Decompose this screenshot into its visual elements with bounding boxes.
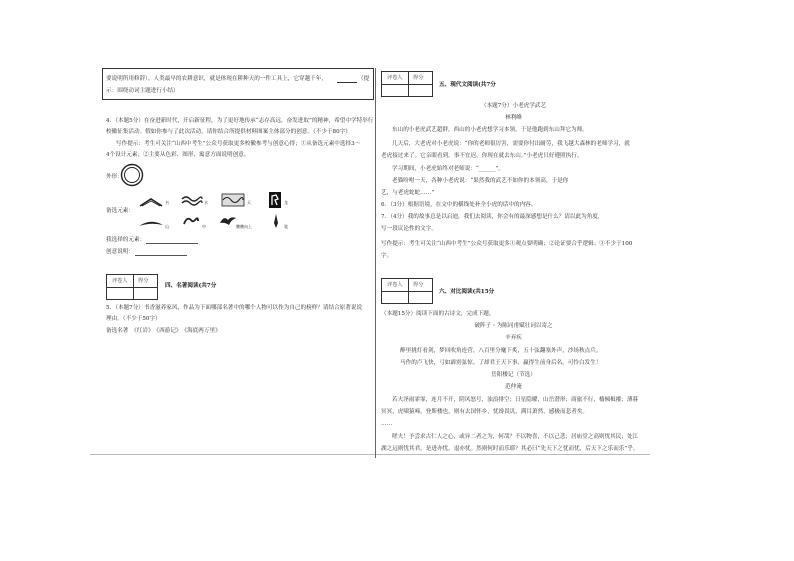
- box-text-line2: 示：围绕动词主题进行小结）: [106, 88, 179, 94]
- score-box-score-label: 得分: [413, 282, 424, 288]
- icon-label-water: 水: [204, 200, 208, 205]
- poem-line1: 醉里挑灯看剑，梦回吹角连营。八百里分麾下炙，五十弦翻塞外声，沙场秋点兵。: [400, 348, 602, 354]
- box-text-line1-end: （提: [358, 76, 370, 82]
- icon-label-dragon: 龙: [284, 200, 288, 205]
- q4-line4: 4个设计元素；②主要从色彩、图形、寓意方面说明创意。: [106, 152, 250, 158]
- icon-label-sky: 天: [247, 200, 251, 205]
- score-box-section5: [381, 71, 433, 97]
- q5-line2: 理由。（不少于50字）: [106, 316, 161, 322]
- q7-line2: 写一段议论性的文字。: [381, 226, 437, 232]
- box-blank[interactable]: [337, 77, 357, 83]
- circle-outline-icon: [120, 163, 144, 187]
- q7-line1: 7．（4分）我的故事总是以启迪，我们去阅读，你会有的最深感想是什么？请以此为角度，: [381, 214, 604, 220]
- sky-pattern-icon: [221, 193, 245, 207]
- creative-answer-line[interactable]: [135, 255, 187, 256]
- creative-label: 创意说明：: [106, 249, 134, 255]
- icon-label-mountain: 山: [165, 224, 169, 229]
- prose-title: 岳阳楼记（节选）: [491, 372, 536, 378]
- poem-line2: 马作的卢飞快，弓如霹雳弦惊。了却君王天下事，赢得生前身后名。可怜白发生！: [400, 360, 602, 366]
- water-icon: [181, 194, 203, 208]
- icon-label-eagle: 鹏鹏向上: [236, 224, 252, 229]
- article-p2a: 几天后，大老虎对小老虎说：“你的老师很厉害，需要你付出耐劳，我飞越大森林的老师学习，就: [392, 141, 630, 147]
- prose-ellipsis: ……: [381, 421, 393, 427]
- outline-label: 外形：: [106, 174, 123, 180]
- poem-author: 辛弃疾: [505, 335, 522, 341]
- prose-line3: 嗟夫！予尝求古仁人之心，或异二者之为，何哉？不以物喜，不以己悲；居庙堂之高则忧其民；处江: [392, 434, 639, 440]
- prose-author: 范仲淹: [505, 384, 522, 390]
- score-box-score-label: 得分: [413, 75, 424, 81]
- column-divider: [375, 68, 376, 458]
- score-box-grader-label: 评卷人: [387, 75, 403, 81]
- book-icon: [139, 196, 163, 208]
- score-box-grader-label: 评卷人: [387, 282, 403, 288]
- article-p4a: 老猫吩咐一天，各种小老虎说：“果然我的武艺不如你的本领高，于是你: [392, 178, 569, 184]
- q4-line3: 写作提示：考生可关注“山西中考生”公众号获取更多校徽参考与创意心得；①从备选元素中选择3～: [116, 141, 361, 147]
- score-box-grader-label: 评卷人: [112, 278, 128, 284]
- elements-label: 备选元素：: [106, 208, 134, 214]
- score-box-section4: [106, 274, 158, 300]
- article-p4b: 艺，与老虎蛇蛇……”: [381, 190, 435, 196]
- icon-label-middle: 中: [202, 224, 206, 229]
- article-p1: 东山的小老虎武艺超群，西山的小老虎想学习本领，于是他跑到东山拜它为师。: [392, 127, 588, 133]
- icon-label-pen: 笔: [284, 224, 288, 229]
- prose-line4: 湖之远则忧其君。是进亦忧，退亦忧。然则何时而乐耶？其必曰“先天下之忧而忧，后天下之乐而乐”乎。: [381, 446, 639, 452]
- q4-line1: 4．（本题5分）在奋进新时代，开启新征程，为了更好地传承“志存高远，奋发进取”的精神，希望中学特举行: [106, 118, 374, 124]
- dragon-emblem-icon: [268, 191, 282, 209]
- bottom-rule: [90, 454, 650, 455]
- q5-line1: 5．（本题7分）书香滋养家风，作品为下面哪部名著中的哪个人物可以作为自己的榜样？请结合原著说说: [106, 305, 363, 311]
- icon-label-book: 书: [165, 200, 169, 205]
- brush-pen-icon: [271, 213, 281, 229]
- choice-label: 我选择的元素：: [106, 237, 146, 243]
- score-box-section6: [381, 278, 433, 304]
- prose-line1: 若夫淫雨霏霏，连月不开，阴风怒号，浊浪排空；日星隐曜，山岳潜形；商旅不行，樯倾楫摧；薄暮: [392, 397, 639, 403]
- section6-title: 六、对比阅读(共15分: [439, 289, 495, 295]
- q5-options: 备选名著 《红岩》 《西游记》 《海底两万里》: [106, 328, 221, 334]
- score-box-score-label: 得分: [138, 278, 149, 284]
- article-heading: （本题7分）小老虎学武艺: [480, 103, 547, 109]
- q7-line4: 字。: [381, 253, 393, 259]
- q6-text: 6．（3分）根据语境，在文中的横线处补全小虎的话中的内容。: [381, 202, 537, 208]
- section6-intro: （本题15分）阅读下面的古诗文，完成下题。: [381, 311, 495, 317]
- choice-answer-line[interactable]: [146, 243, 198, 244]
- wave-middle-icon: [183, 214, 199, 228]
- article-p2b: 老虎接过来了。它亲眼看到，事不宜迟，你现在就去东山。”小老虎只好遵照执行。: [381, 153, 583, 159]
- article-author: 林利峰: [505, 115, 522, 121]
- q4-line2: 校徽征集活动。假如你参与了此次活动，请你结合所提供材料图案主体部分的创意。（不少于80字）: [106, 129, 351, 135]
- q7-line3: 写作提示：考生可关注“山西中考生”公众号获取更多①观点要明确；②论证要合乎逻辑；③不少于100: [381, 241, 633, 247]
- eagle-icon: [219, 214, 237, 228]
- prose-line2: 冥冥，虎啸猿啼。登斯楼也，则有去国怀乡，忧谗畏讥，满目萧然，感极而悲者矣。: [381, 409, 588, 415]
- poem-title: 破阵子・为陈同甫赋壮词以寄之: [474, 323, 553, 329]
- box-text-line1: 要说明所用修辞）。人类最早的农耕意识，就是体现在耕种天的一件工具上，它穿越千年，: [106, 76, 327, 82]
- section4-title: 四、名著阅读(共7分: [165, 283, 217, 289]
- answer-box-top: [102, 68, 374, 100]
- mountain-icon: [139, 220, 163, 228]
- article-p3: 学习期间，小老虎始终对老师说：“______”。: [392, 166, 505, 172]
- section5-title: 五、现代文阅读(共7分: [439, 82, 496, 88]
